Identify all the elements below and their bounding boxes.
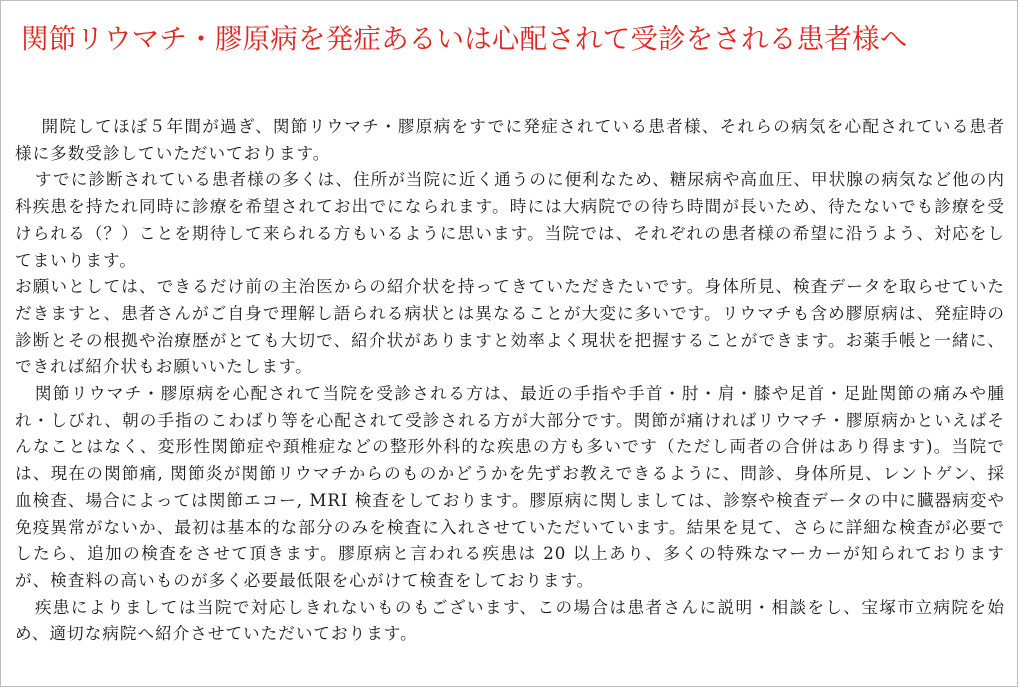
paragraph-referral-request: お願いとしては、できるだけ前の主治医からの紹介状を持ってきていただきたいです。身体所見、検査データを取らせていただきますと、患者さんがご自身で理解し語られる病状とは異なることが大変に多いです。リウマチも含め膠原病は、発症時の診断とその根拠や治療歴がとても大切で、紹介状がありますと効率よく現状を把握することができます。お薬手帳と一緒に、できれば紹介状もお願いいたします。 <box>15 277 1005 377</box>
paragraph-intro: 開院してほぼ５年間が過ぎ、関節リウマチ・膠原病をすでに発症されている患者様、それらの病気を心配されている患者様に多数受診していただいております。 <box>15 117 1005 163</box>
paragraph-existing-patients: すでに診断されている患者様の多くは、住所が当院に近く通うのに便利なため、糖尿病や高血圧、甲状腺の病気など他の内科疾患を持たれ同時に診療を希望されてお出でになられます。時には大病院での待ち時間が長いため、待たないでも診療を受けられる（？）ことを期待して来られる方もいるように思います。当院では、それぞれの患者様の希望に沿うよう、対応をしてまいります。 <box>15 170 1005 270</box>
paragraph-hospital-referral: 疾患によりましては当院で対応しきれないものもございます、この場合は患者さんに説明・相談をし、宝塚市立病院を始め、適切な病院へ紹介させていただいております。 <box>15 597 1005 644</box>
page-title: 関節リウマチ・膠原病を発症あるいは心配されて受診をされる患者様へ <box>21 23 908 55</box>
paragraph-examination: 関節リウマチ・膠原病を心配されて当院を受診される方は、最近の手指や手首・肘・肩・膝や足首・足趾関節の痛みや腫れ・しびれ、朝の手指のこわばり等を心配されて受診される方が大部分です。関節が痛ければリウマチ・膠原病かといえばそんなことはなく、変形性関節症や頚椎症などの整形外科的な疾患の方も多いです（ただし両者の合併はあり得ます)。当院では、現在の関節痛, 関節炎が関節リウマチからのものかどうかを先ずお教えできるように、問診、身体所見、レントゲン、採血検査、場合によっては関節エコー, MRI 検査をしております。膠原病に関しましては、診察や検査データの中に臓器病変や免疫異常がないか、最初は基本的な部分のみを検査に入れさせていただいています。結果を見て、さらに詳細な検査が必要でしたら、追加の検査をさせて頂きます。膠原病と言われる疾患は 20 以上あり、多くの特殊なマーカーが知られておりますが、検査料の高いものが多く必要最低限を心がけて検査をしております。 <box>15 384 1005 590</box>
article-body <box>15 114 1005 648</box>
